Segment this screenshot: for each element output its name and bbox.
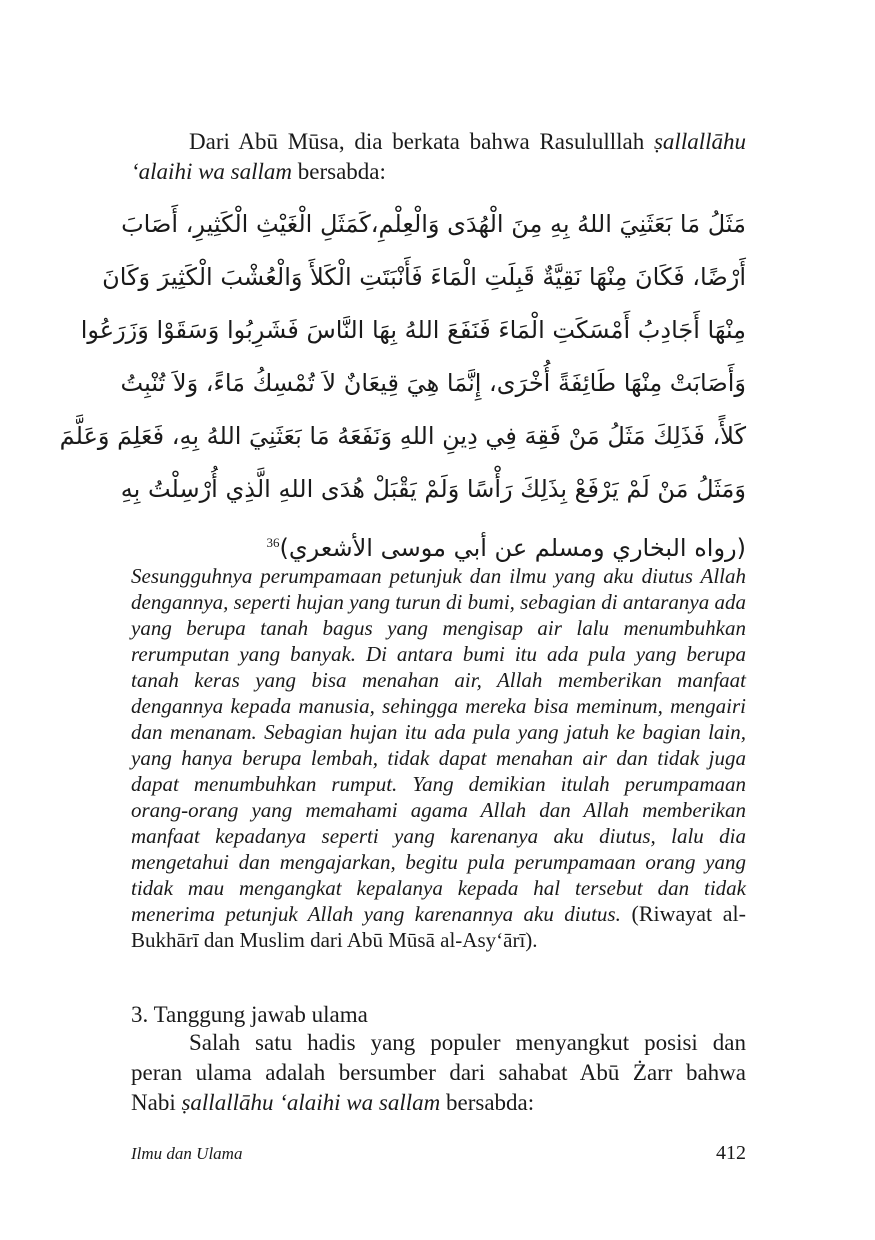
section-title: 3. Tanggung jawab ulama — [131, 1002, 368, 1027]
hadith-translation — [131, 563, 746, 953]
translation-line: dengannya kepada manusia, sehingga mereka bisa meminum, mengairi — [131, 694, 746, 718]
intro-paragraph — [131, 127, 746, 187]
section-paragraph — [131, 1023, 746, 1118]
translation-line: mengetahui dan mengajarkan, begitu pula perumpamaan orang yang — [131, 850, 746, 874]
translation-line: dapat menumbuhkan rumput. Yang demikian itulah perumpamaan — [131, 772, 746, 796]
arabic-line: وَمَثَلُ مَنْ لَمْ يَرْفَعْ بِذَلِكَ رَأْسًا وَلَمْ يَقْبَلْ هُدَى اللهِ الَّذِي أُرْسِلْتُ بِهِ — [120, 475, 746, 503]
intro-text-end: bersabda: — [292, 159, 386, 184]
line-end: bersabda: — [440, 1090, 535, 1115]
arabic-line: أَرْضًا، فَكَانَ مِنْهَا نَقِيَّةٌ قَبِلَتِ الْمَاءَ فَأَنْبَتَتِ الْكَلأَ وَالْعُشْبَ الْكَثِيرَ وَكَانَ — [102, 263, 746, 291]
translation-line: Sesungguhnya perumpamaan petunjuk dan ilmu yang aku diutus Allah — [131, 564, 746, 588]
translation-line — [131, 901, 746, 927]
hadith-arabic-text — [59, 198, 746, 569]
arabic-line: وَأَصَابَتْ مِنْهَا طَائِفَةً أُخْرَى، إِنَّمَا هِيَ قِيعَانٌ لاَ تُمْسِكُ مَاءً، وَلاَ تُنْبِتُ — [120, 369, 746, 397]
translation-line: manfaat kepadanya seperti yang karenanya aku diutus, lalu dia — [131, 824, 746, 848]
footnote-ref: 36 — [266, 535, 280, 550]
honorific: ṣallallāhu ‘alaihi wa sallam — [181, 1090, 441, 1115]
translation-line: dengannya, seperti hujan yang turun di bumi, sebagian di antaranya ada — [131, 590, 746, 614]
intro-honorific: ṣallallāhu ‘alaihi wa sallam — [131, 129, 746, 184]
page-number: 412 — [716, 1142, 746, 1164]
arabic-line: مِنْهَا أَجَادِبُ أَمْسَكَتِ الْمَاءَ فَنَفَعَ اللهُ بِهَا النَّاسَ فَشَرِبُوا وَسَقَوْا وَزَرَعُوا — [80, 316, 746, 344]
hadith-source: (رواه البخاري ومسلم عن أبي موسى الأشعري) — [279, 534, 746, 562]
translation-line: tidak mau mengangkat kepalanya kepada hal tersebut dan tidak — [131, 876, 746, 900]
intro-text-start: Dari Abū Mūsa, dia berkata bahwa Rasululllah — [189, 129, 654, 154]
paragraph-line — [131, 1088, 746, 1118]
line-start: Nabi — [131, 1090, 182, 1115]
paragraph-line: peran ulama adalah bersumber dari sahabat Abū Żarr bahwa — [131, 1060, 746, 1085]
arabic-line: كَلأً، فَذَلِكَ مَثَلُ مَنْ فَقِهَ فِي دِينِ اللهِ وَنَفَعَهُ مَا بَعَثَنِيَ اللهُ بِهِ، فَعَلِمَ وَعَلَّمَ — [59, 422, 746, 450]
translation-line: tanah keras yang bisa menahan air, Allah memberikan manfaat — [131, 668, 746, 692]
translation-line: orang-orang yang memahami agama Allah dan Allah memberikan — [131, 798, 746, 822]
running-footer-title: Ilmu dan Ulama — [131, 1144, 243, 1163]
translation-line: yang hanya berupa lembah, tidak dapat menahan air dan tidak juga — [131, 746, 746, 770]
translation-line: rerumputan yang banyak. Di antara bumi itu ada pula yang berupa — [131, 642, 746, 666]
arabic-source-line — [131, 516, 746, 569]
translation-line: dan menanam. Sebagian hujan itu ada pula yang jatuh ke bagian lain, — [131, 720, 746, 744]
riwayat-end: Bukhārī dan Muslim dari Abū Mūsā al-Asy‘ārī). — [131, 928, 538, 952]
translation-line: yang berupa tanah bagus yang mengisap air lalu menumbuhkan — [131, 616, 746, 640]
arabic-line: مَثَلُ مَا بَعَثَنِيَ اللهُ بِهِ مِنَ الْهُدَى وَالْعِلْمِ،كَمَثَلِ الْغَيْثِ الْكَثِيرِ، أَصَابَ — [121, 210, 746, 238]
paragraph-line: Salah satu hadis yang populer menyangkut posisi dan — [189, 1030, 746, 1055]
translation-italic-end: menerima petunjuk Allah yang karenannya aku diutus. — [131, 902, 621, 926]
riwayat-start: (Riwayat al- — [620, 901, 746, 926]
